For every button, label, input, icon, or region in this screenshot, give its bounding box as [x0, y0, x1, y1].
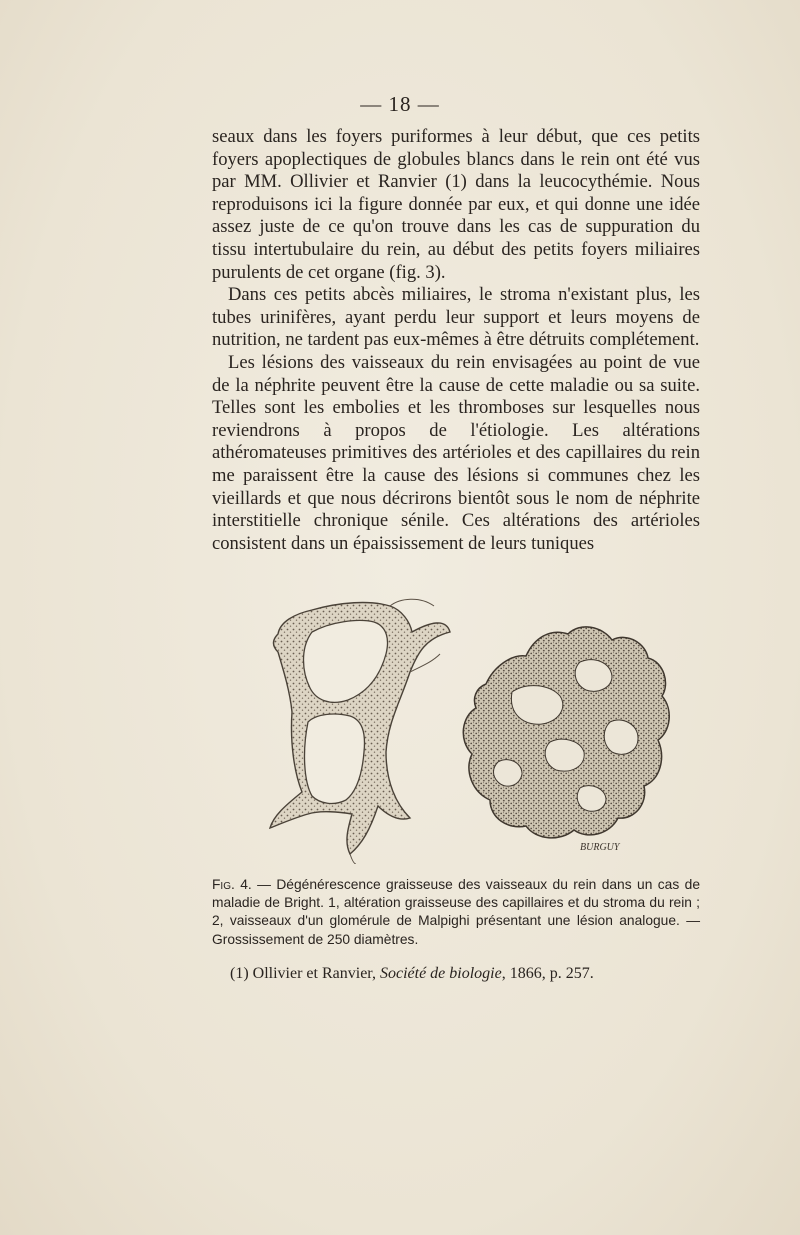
- engraver-signature: BURGUY: [580, 842, 620, 853]
- page-number: — 18 —: [360, 92, 440, 116]
- figure-part-2-glomerulus: [463, 627, 669, 838]
- figure-part-1-capillaries: [270, 599, 450, 864]
- body-text: [212, 126, 700, 555]
- figure-caption: [212, 876, 700, 949]
- paragraph-1: seaux dans les foyers puriformes à leur début, que ces petits foyers apoplectiques de globules blancs dans le rein ont été vus par MM. Ollivier et Ranvier (1) dans la leucocythémie. Nous reproduisons ici la figure donnée par eux, et qui donne une idée assez juste de ce qu'on trouve dans les cas de suppuration du tissu intertubulaire du rein, au début des petits foyers miliaires purulents de cet organe (fig. 3).: [212, 126, 700, 283]
- footnote: [230, 964, 700, 984]
- figure-illustration: [250, 592, 720, 864]
- footnote-suffix: , 1866, p. 257.: [501, 965, 594, 982]
- footnote-prefix: (1) Ollivier et Ranvier,: [230, 965, 380, 982]
- footnote-source: Société de biologie: [379, 965, 502, 982]
- caption-text: — Dégénérescence graisseuse des vaisseaux du rein dans un cas de maladie de Bright. 1, altération graisseuse des capillaires et du stroma du rein ; 2, vaisseaux d'un glomérule de Malpighi présentant une lésion analogue. — Grossissement de 250 diamètres.: [212, 877, 700, 947]
- paragraph-3: Les lésions des vaisseaux du rein envisagées au point de vue de la néphrite peuvent être la cause de cette maladie ou sa suite. Telles sont les embolies et les thromboses sur lesquelles nous reviendrons à propos de l'étiologie. Les altérations athéromateuses primitives des artérioles et des capillaires du rein me paraissent être la cause des lésions si communes chez les vieillards et que nous décrirons bientôt sous le nom de néphrite interstitielle chronique sénile. Ces altérations des artérioles consistent dans un épaississement de leurs tuniques: [212, 351, 700, 554]
- histology-engraving: [250, 592, 720, 864]
- caption-label: Fig. 4.: [212, 877, 252, 892]
- paragraph-2: Dans ces petits abcès miliaires, le stroma n'existant plus, les tubes urinifères, ayant perdu leur support et leurs moyens de nutrition, ne tardent pas eux-mêmes à être détruits complétement.: [212, 284, 700, 351]
